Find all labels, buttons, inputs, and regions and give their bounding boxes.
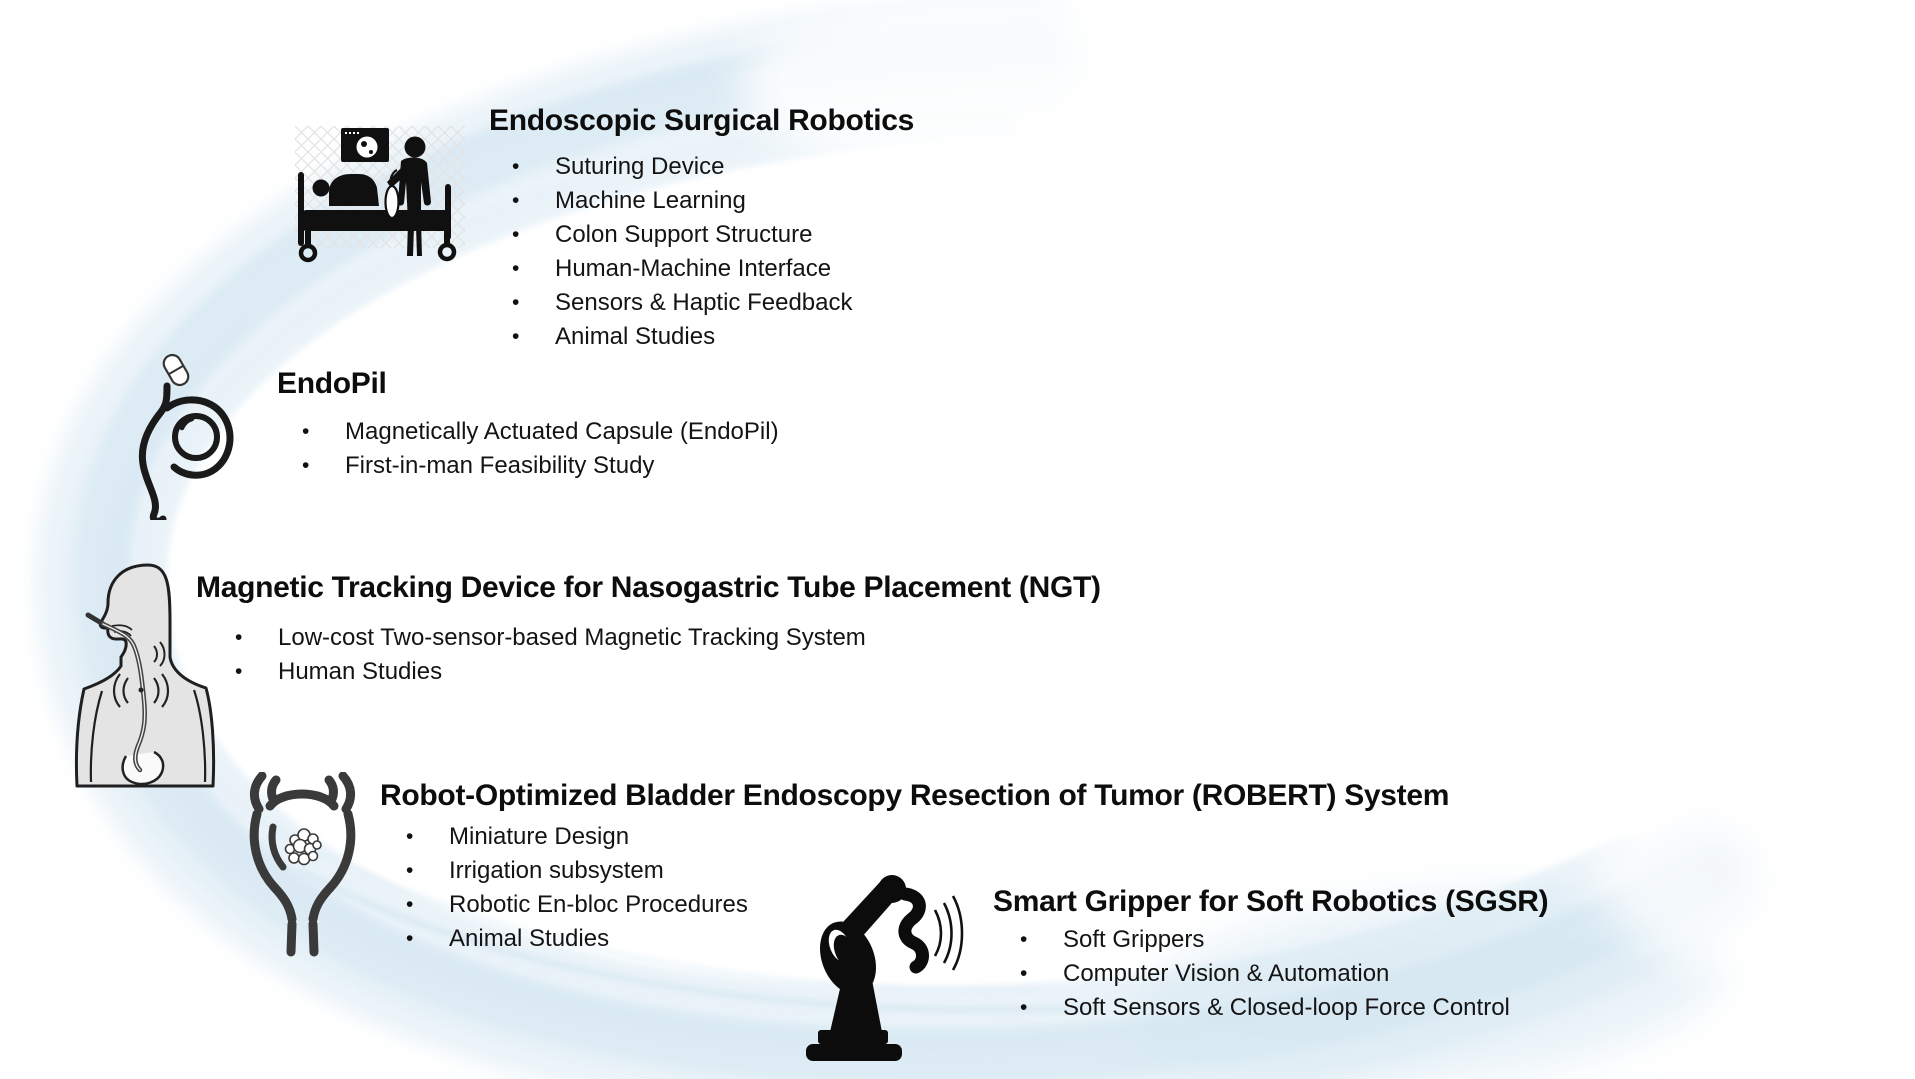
bullet-text: Soft Sensors & Closed-loop Force Control [1063, 994, 1510, 1021]
bullet-marker: • [406, 825, 414, 848]
robot-arm-icon [792, 872, 967, 1064]
bullet-item [302, 415, 779, 449]
bullet-list [512, 150, 852, 354]
bullet-marker: • [235, 660, 243, 683]
bullet-item [512, 252, 852, 286]
bullet-text: Robotic En-bloc Procedures [449, 891, 748, 918]
bullet-list [235, 621, 866, 689]
section-title: Robot-Optimized Bladder Endoscopy Resection of Tumor (ROBERT) System [380, 779, 1450, 812]
bullet-item [406, 854, 748, 888]
bullet-item [1020, 991, 1510, 1025]
bullet-text: Irrigation subsystem [449, 857, 664, 884]
bullet-item [302, 449, 779, 483]
bullet-text: Machine Learning [555, 187, 746, 214]
bullet-item [512, 218, 852, 252]
bullet-text: Animal Studies [555, 323, 716, 350]
bullet-item [1020, 923, 1510, 957]
bullet-marker: • [512, 257, 520, 280]
bullet-marker: • [512, 325, 520, 348]
bullet-text: First-in-man Feasibility Study [345, 452, 655, 479]
bullet-marker: • [1020, 928, 1028, 951]
bullet-list [1020, 923, 1510, 1025]
stomach-capsule-icon [110, 348, 250, 520]
bullet-marker: • [512, 291, 520, 314]
surgery-room-icon [295, 126, 465, 264]
bullet-text: Magnetically Actuated Capsule (EndoPil) [345, 418, 779, 445]
bullet-text: Colon Support Structure [555, 221, 813, 248]
bullet-marker: • [302, 454, 310, 477]
bullet-item [235, 655, 866, 689]
bullet-text: Sensors & Haptic Feedback [555, 289, 853, 316]
bullet-item [1020, 957, 1510, 991]
section-title: EndoPil [277, 367, 387, 400]
bullet-marker: • [1020, 996, 1028, 1019]
bullet-text: Human-Machine Interface [555, 255, 832, 282]
bullet-marker: • [406, 893, 414, 916]
bullet-list [302, 415, 779, 483]
section-title: Smart Gripper for Soft Robotics (SGSR) [993, 885, 1549, 918]
bullet-item [406, 922, 748, 956]
bullet-text: Miniature Design [449, 823, 630, 850]
bullet-text: Suturing Device [555, 153, 725, 180]
bullet-text: Low-cost Two-sensor-based Magnetic Tracking System [278, 624, 866, 651]
bullet-marker: • [512, 155, 520, 178]
bladder-tumor-icon [240, 772, 365, 957]
bullet-item [235, 621, 866, 655]
bullet-marker: • [512, 189, 520, 212]
bullet-marker: • [1020, 962, 1028, 985]
bullet-item [512, 184, 852, 218]
bullet-marker: • [302, 420, 310, 443]
bullet-marker: • [512, 223, 520, 246]
bullet-text: Human Studies [278, 658, 443, 685]
bullet-text: Computer Vision & Automation [1063, 960, 1390, 987]
bullet-marker: • [235, 626, 243, 649]
bullet-item [512, 320, 852, 354]
bullet-list [406, 820, 748, 956]
section-title: Endoscopic Surgical Robotics [489, 104, 915, 137]
bullet-text: Soft Grippers [1063, 926, 1205, 953]
bullet-text: Animal Studies [449, 925, 610, 952]
bullet-item [512, 150, 852, 184]
bullet-item [512, 286, 852, 320]
section-title: Magnetic Tracking Device for Nasogastric Tube Placement (NGT) [196, 571, 1101, 604]
bullet-marker: • [406, 859, 414, 882]
bullet-marker: • [406, 927, 414, 950]
bullet-item [406, 820, 748, 854]
bullet-item [406, 888, 748, 922]
